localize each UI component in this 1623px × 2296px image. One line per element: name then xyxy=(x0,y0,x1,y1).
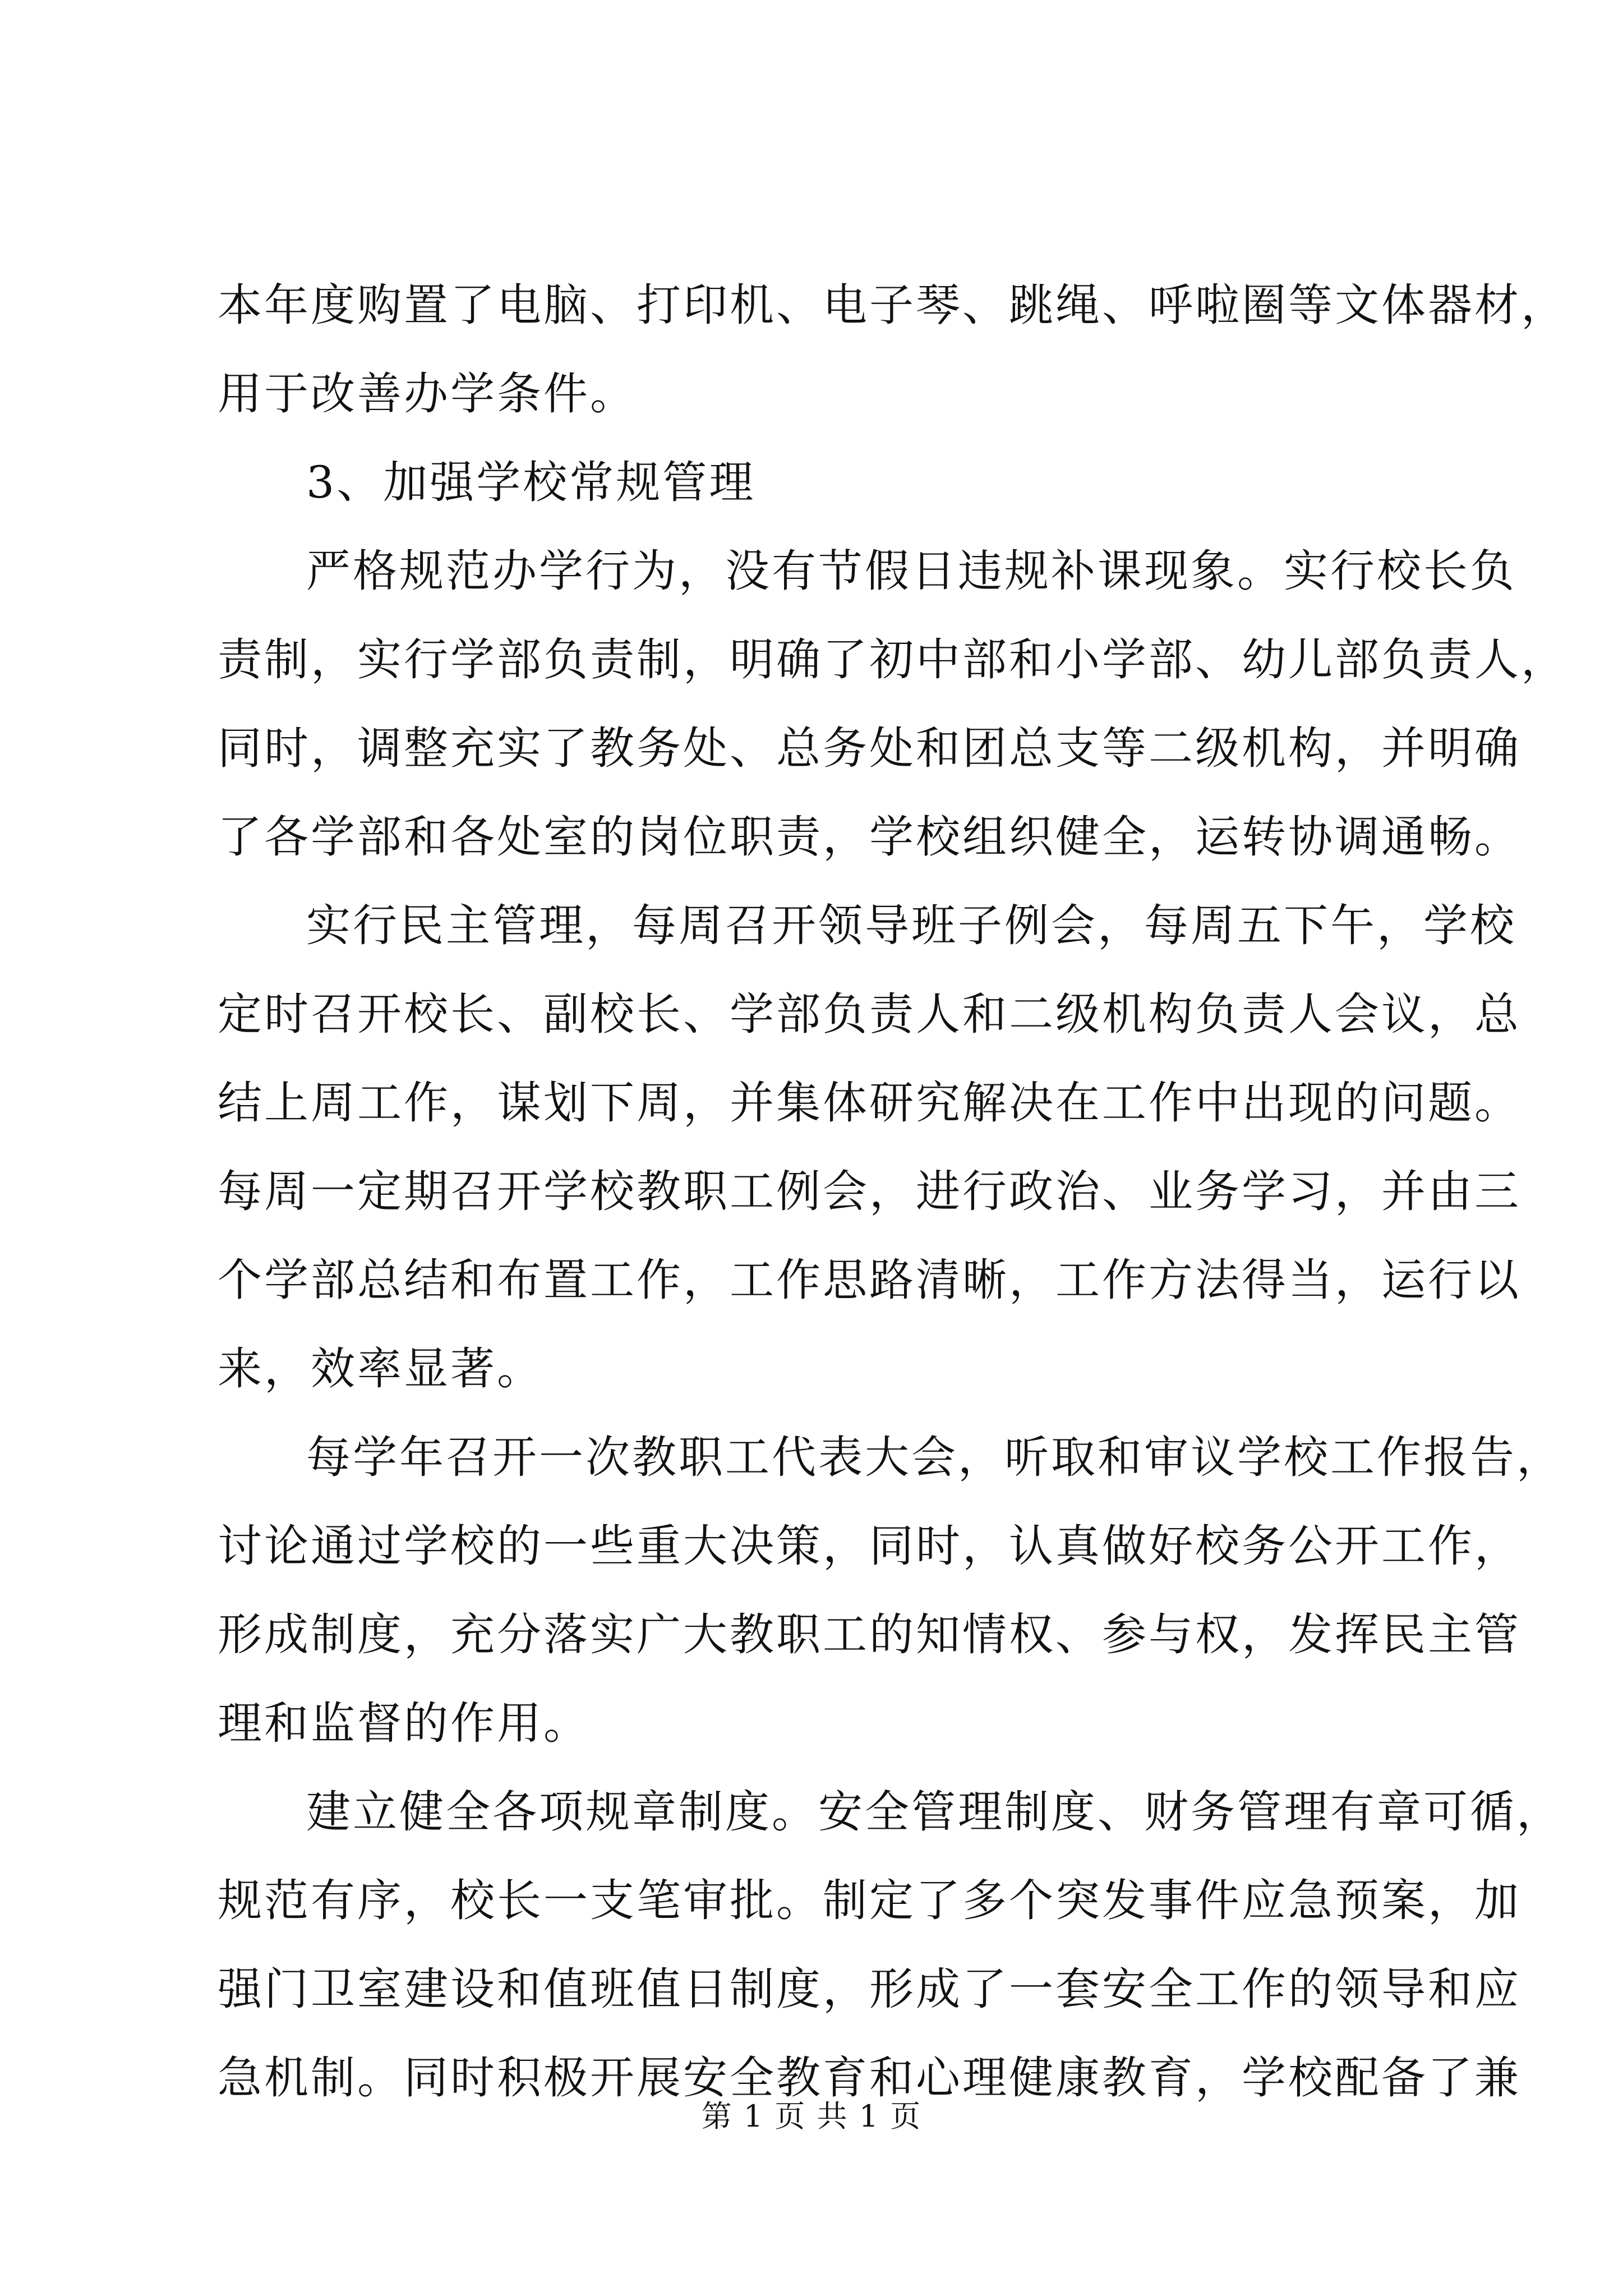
text-line: 讨论通过学校的一些重大决策，同时，认真做好校务公开工作， xyxy=(218,1520,1521,1572)
text-line: 同时，调整充实了教务处、总务处和团总支等二级机构，并明确 xyxy=(218,723,1521,774)
document-body xyxy=(218,261,1567,2122)
text-line: 强门卫室建设和值班值日制度，形成了一套安全工作的领导和应 xyxy=(218,1963,1521,2015)
text-line: 实行民主管理，每周召开领导班子例会，每周五下午，学校 xyxy=(306,900,1516,951)
text-line: 来，效率显著。 xyxy=(218,1343,543,1395)
text-line: 责制，实行学部负责制，明确了初中部和小学部、幼儿部负责人， xyxy=(218,634,1567,685)
text-line: 严格规范办学行为，没有节假日违规补课现象。实行校长负 xyxy=(306,545,1516,597)
page-number-label: 第 1 页 共 1 页 xyxy=(701,2099,922,2134)
text-line: 理和监督的作用。 xyxy=(218,1697,590,1749)
text-line: 用于改善办学条件。 xyxy=(218,368,637,420)
text-line: 每学年召开一次教职工代表大会，听取和审议学校工作报告， xyxy=(306,1432,1563,1483)
text-line: 建立健全各项规章制度。安全管理制度、财务管理有章可循， xyxy=(306,1786,1563,1838)
text-line: 急机制。同时积极开展安全教育和心理健康教育，学校配备了兼 xyxy=(218,2052,1521,2104)
text-line: 结上周工作，谋划下周，并集体研究解决在工作中出现的问题。 xyxy=(218,1077,1521,1129)
text-line: 形成制度，充分落实广大教职工的知情权、参与权，发挥民主管 xyxy=(218,1609,1521,1660)
page-footer xyxy=(0,2097,1623,2136)
text-line: 个学部总结和布置工作，工作思路清晰，工作方法得当，运行以 xyxy=(218,1254,1521,1306)
text-line: 本年度购置了电脑、打印机、电子琴、跳绳、呼啦圈等文体器材， xyxy=(218,279,1567,331)
text-line: 3、加强学校常规管理 xyxy=(306,457,756,508)
text-line: 每周一定期召开学校教职工例会，进行政治、业务学习，并由三 xyxy=(218,1166,1521,1217)
text-line: 定时召开校长、副校长、学部负责人和二级机构负责人会议，总 xyxy=(218,988,1521,1040)
text-line: 规范有序，校长一支笔审批。制定了多个突发事件应急预案，加 xyxy=(218,1875,1521,1926)
text-line: 了各学部和各处室的岗位职责，学校组织健全，运转协调通畅。 xyxy=(218,811,1521,863)
